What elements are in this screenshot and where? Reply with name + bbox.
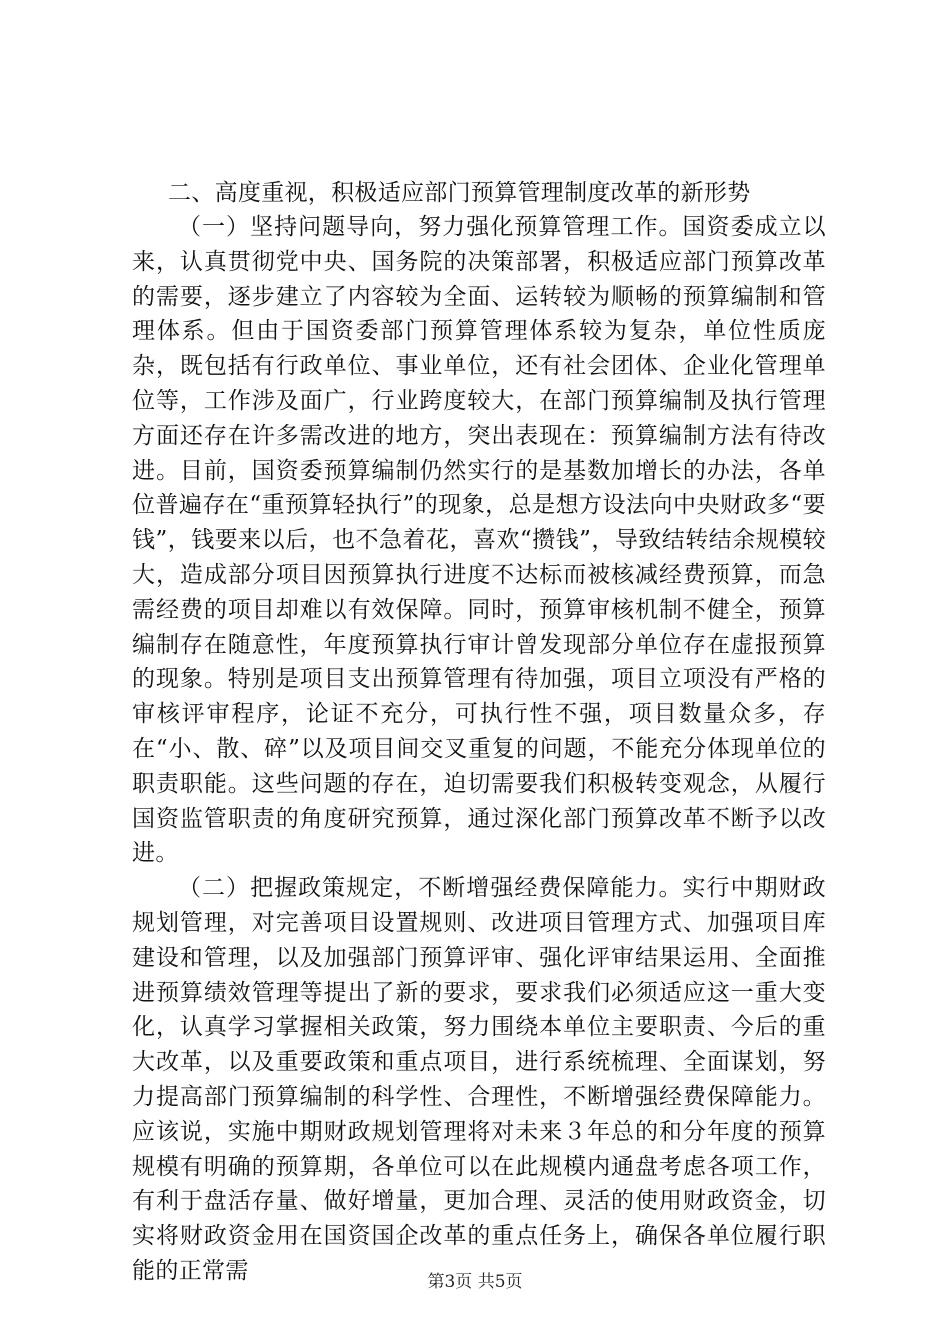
page-footer: 第3页 共5页 (427, 1272, 523, 1292)
section-heading: 二、高度重视，积极适应部门预算管理制度改革的新形势 (168, 180, 751, 206)
document-body (132, 176, 826, 1289)
paragraph-2: （二）把握政策规定，不断增强经费保障能力。实行中期财政规划管理，对完善项目设置规则、改进项目管理方式、加强项目库建设和管理，以及加强部门预算评审、强化评审结果运用、全面推进预算绩效管理等提出了新的要求，要求我们必须适应这一重大变化，认真学习掌握相关政策，努力围绕本单位主要职责、今后的重大改革，以及重要政策和重点项目，进行系统梳理、全面谋划，努力提高部门预算编制的科学性、合理性，不断增强经费保障能力。应该说，实施中期财政规划管理将对未来３年总的和分年度的预算规模有明确的预算期，各单位可以在此规模内通盘考虑各项工作，有利于盘活存量、做好增量，更加合理、灵活的使用财政资金，切实将财政资金用在国资国企改革的重点任务上，确保各单位履行职能的正常需 (132, 875, 826, 1284)
paragraph-1: （一）坚持问题导向，努力强化预算管理工作。国资委成立以来，认真贯彻党中央、国务院的决策部署，积极适应部门预算改革的需要，逐步建立了内容较为全面、运转较为顺畅的预算编制和管理体系。但由于国资委部门预算管理体系较为复杂，单位性质庞杂，既包括有行政单位、事业单位，还有社会团体、企业化管理单位等，工作涉及面广，行业跨度较大，在部门预算编制及执行管理方面还存在许多需改进的地方，突出表现在：预算编制方法有待改进。目前，国资委预算编制仍然实行的是基数加增长的办法，各单位普遍存在“重预算轻执行”的现象，总是想方设法向中央财政多“要钱”，钱要来以后，也不急着花，喜欢“攒钱”，导致结转结余规模较大，造成部分项目因预算执行进度不达标而被核减经费预算，而急需经费的项目却难以有效保障。同时，预算审核机制不健全，预算编制存在随意性，年度预算执行审计曾发现部分单位存在虚报预算的现象。特别是项目支出预算管理有待加强，项目立项没有严格的审核评审程序，论证不充分，可执行性不强，项目数量众多，存在“小、散、碎”以及项目间交叉重复的问题，不能充分体现单位的职责职能。这些问题的存在，迫切需要我们积极转变观念，从履行国资监管职责的角度研究预算，通过深化部门预算改革不断予以改进。 (132, 214, 826, 867)
